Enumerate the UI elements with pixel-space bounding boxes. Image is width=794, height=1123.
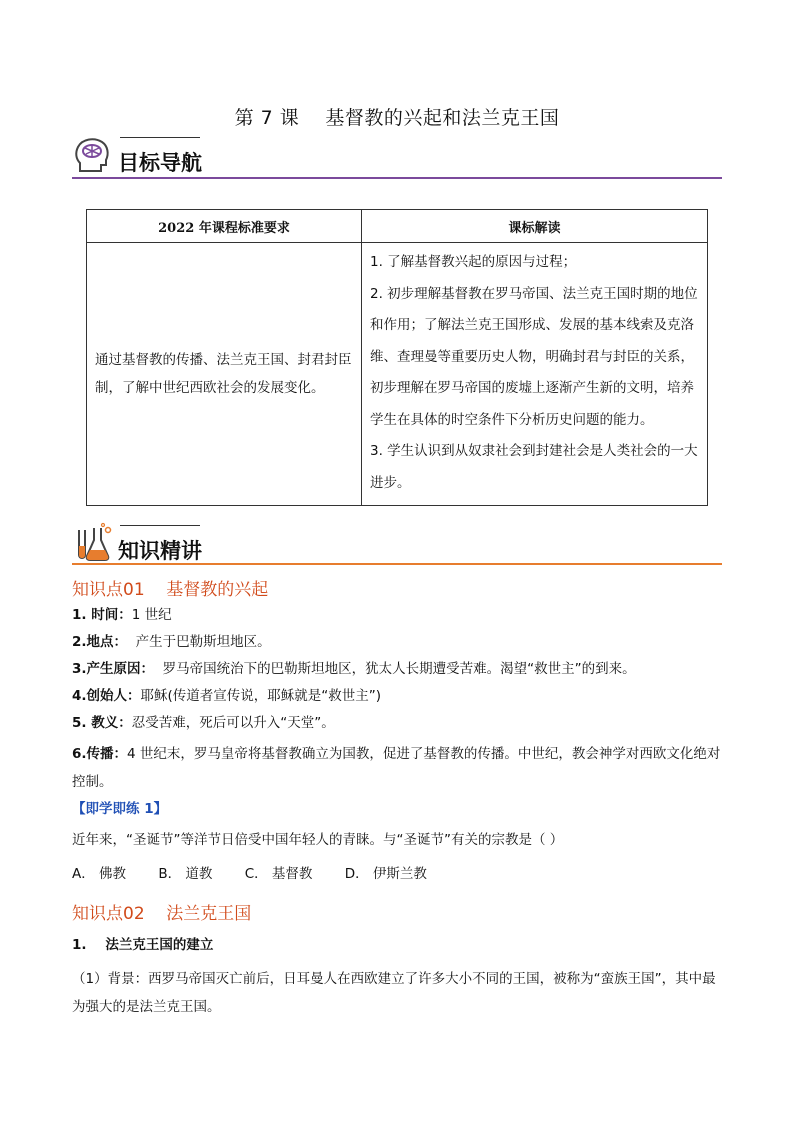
section-title-knowledge: 知识精讲	[118, 539, 202, 563]
curriculum-table	[86, 209, 708, 506]
knowledge-point-title: 知识点02 法兰克王国	[72, 904, 252, 924]
table-header-cell: 2022 年课程标准要求	[87, 210, 362, 243]
interpretation-item: 1. 了解基督教兴起的原因与过程；	[370, 254, 577, 270]
fact-text: 4 世纪末，罗马皇帝将基督教确立为国教，促进了基督教的传播。中世纪，教会神学对西欧文化绝对控制。	[72, 746, 721, 790]
section-header-knowledge	[72, 525, 722, 565]
fact-text: 产生于巴勒斯坦地区。	[127, 634, 271, 650]
interpretation-cell	[362, 243, 708, 506]
section-rule-goal	[72, 177, 722, 179]
practice-label: 【即学即练 1】	[72, 801, 168, 817]
head-brain-icon	[72, 135, 114, 177]
fact-line	[72, 659, 722, 679]
answer-options	[72, 862, 455, 882]
fact-text: 罗马帝国统治下的巴勒斯坦地区，犹太人长期遭受苦难。渴望“救世主”的到来。	[154, 661, 636, 677]
flask-icon	[72, 522, 114, 564]
fact-label: 4.创始人：	[72, 688, 141, 704]
fact-label: 1. 时间：	[72, 607, 132, 623]
fact-text: 耶稣(传道者宣传说，耶稣就是“救世主”)	[140, 688, 382, 704]
section-header-goal	[72, 137, 722, 181]
fact-label: 3.产生原因：	[72, 661, 155, 677]
section-rule-knowledge	[72, 563, 722, 565]
fact-line	[72, 686, 722, 706]
table-row	[87, 243, 708, 506]
section-title-goal: 目标导航	[118, 151, 202, 175]
answer-option[interactable]: B． 道教	[158, 866, 213, 882]
knowledge-point-title: 知识点01 基督教的兴起	[72, 580, 269, 600]
table-header-cell: 课标解读	[362, 210, 708, 243]
practice-question: 近年来，“圣诞节”等洋节日倍受中国年轻人的青睐。与“圣诞节”有关的宗教是（ ）	[72, 832, 564, 848]
table-header-row	[87, 210, 708, 243]
interpretation-item: 3. 学生认识到从奴隶社会到封建社会是人类社会的一大进步。	[370, 443, 698, 491]
fact-line	[72, 713, 722, 733]
fact-label: 2.地点：	[72, 634, 128, 650]
background-paragraph: （1）背景：西罗马帝国灭亡前后，日耳曼人在西欧建立了许多大小不同的王国，被称为“蛮族王国”，其中最为强大的是法兰克王国。	[72, 971, 716, 1015]
interpretation-item: 2. 初步理解基督教在罗马帝国、法兰克王国时期的地位和作用；了解法兰克王国形成、发展的基本线索及克洛维、查理曼等重要历史人物，明确封君与封臣的关系，初步理解在罗马帝国的废墟上逐渐产生新的文明，培养学生在具体的时空条件下分析历史问题的能力。	[370, 285, 698, 428]
subsection-heading: 1. 法兰克王国的建立	[72, 937, 214, 953]
header-accent-line	[120, 137, 200, 138]
standard-requirement-cell: 通过基督教的传播、法兰克王国、封君封臣制，了解中世纪西欧社会的发展变化。	[87, 243, 362, 506]
answer-option[interactable]: A． 佛教	[72, 866, 127, 882]
fact-label: 6.传播：	[72, 746, 128, 762]
fact-label: 5. 教义：	[72, 715, 132, 731]
page-title: 第 7 课 基督教的兴起和法兰克王国	[234, 107, 560, 129]
fact-line	[72, 632, 722, 652]
answer-option[interactable]: C． 基督教	[244, 866, 313, 882]
answer-option[interactable]: D． 伊斯兰教	[344, 866, 427, 882]
fact-line	[72, 740, 722, 796]
fact-text: 忍受苦难，死后可以升入“天堂”。	[131, 715, 335, 731]
header-accent-line	[120, 525, 200, 526]
fact-line	[72, 605, 722, 625]
fact-text: 1 世纪	[131, 607, 172, 623]
